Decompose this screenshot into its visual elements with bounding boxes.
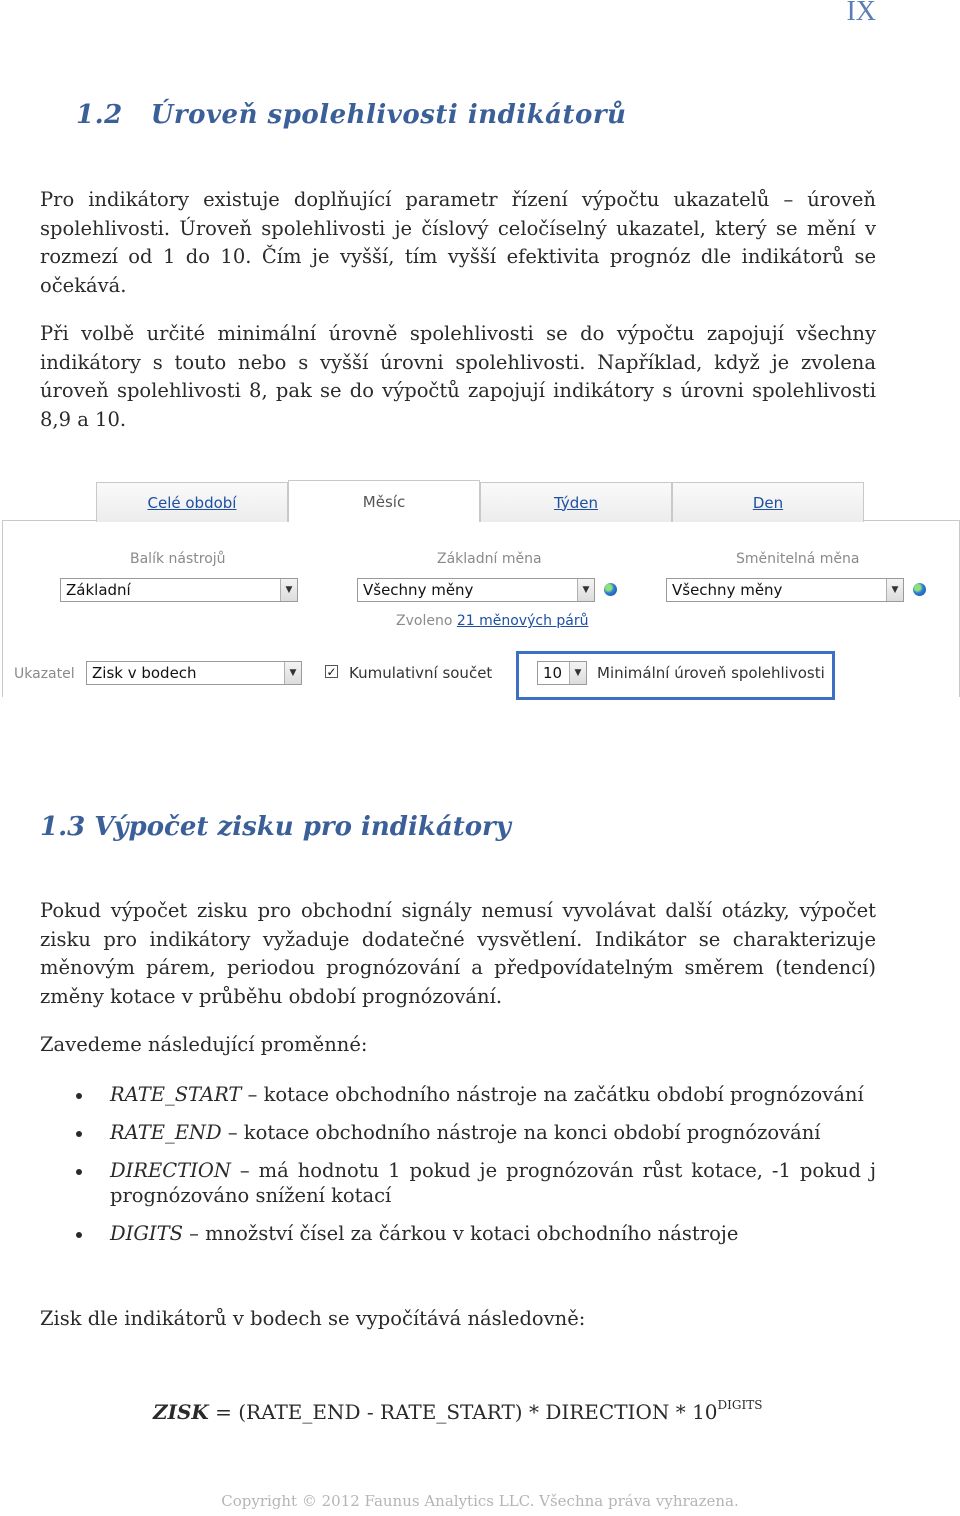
quote-currency-label: Směnitelná měna xyxy=(736,551,860,567)
variable-desc: – množství čísel za čárkou v kotaci obchodního nástroje xyxy=(182,1222,739,1245)
variable-desc: – má hodnotu 1 pokud je prognózován růst kotace, -1 pokud j prognózováno snížení kotací xyxy=(110,1159,876,1207)
copyright-footer: Copyright © 2012 Faunus Analytics LLC. Všechna práva vyhrazena. xyxy=(221,1492,739,1510)
tab-month[interactable]: Měsíc xyxy=(288,480,480,522)
tab-whole-period[interactable]: Celé období xyxy=(96,482,288,522)
variable-desc: – kotace obchodního nástroje na začátku období prognózování xyxy=(241,1083,864,1106)
formula-exponent: DIGITS xyxy=(717,1398,763,1412)
variable-text xyxy=(110,1221,876,1246)
paragraph-formula-intro: Zisk dle indikátorů v bodech se vypočítává následovně: xyxy=(40,1307,586,1330)
section-title: Výpočet zisku pro indikátory xyxy=(94,812,511,842)
reliability-label: Minimální úroveň spolehlivosti xyxy=(597,664,825,682)
toolset-select-value: Základní xyxy=(66,581,131,599)
chevron-down-icon[interactable]: ▼ xyxy=(569,662,586,684)
reliability-select[interactable] xyxy=(537,661,587,685)
selected-pairs-note xyxy=(396,613,588,629)
globe-icon[interactable] xyxy=(913,583,926,596)
chevron-down-icon[interactable]: ▼ xyxy=(284,662,301,684)
chevron-down-icon[interactable]: ▼ xyxy=(886,579,903,601)
variable-text xyxy=(110,1082,876,1107)
quote-currency-select[interactable] xyxy=(666,578,904,602)
formula-rhs: = (RATE_END - RATE_START) * DIRECTION * 10 xyxy=(208,1400,718,1424)
profit-formula xyxy=(153,1398,762,1424)
quote-currency-select-value: Všechny měny xyxy=(672,581,783,599)
globe-icon[interactable] xyxy=(604,583,617,596)
selected-pairs-prefix: Zvoleno xyxy=(396,613,457,629)
variable-name: DIGITS xyxy=(110,1222,183,1245)
section-heading-1-2 xyxy=(76,100,626,130)
indicator-select[interactable] xyxy=(86,661,302,685)
selected-pairs-link[interactable]: 21 měnových párů xyxy=(456,613,589,629)
tab-day[interactable]: Den xyxy=(672,482,864,522)
bullet-icon xyxy=(76,1131,82,1137)
paragraph-variables-intro: Zavedeme následující proměnné: xyxy=(40,1033,368,1056)
section-number: 1.3 xyxy=(40,812,86,842)
tab-week[interactable]: Týden xyxy=(480,482,672,522)
variable-text xyxy=(110,1158,876,1208)
paragraph-reliability-intro: Pro indikátory existuje doplňující parametr řízení výpočtu ukazatelů – úroveň spolehlivosti. Úroveň spolehlivosti je číslový celočíselný ukazatel, který se mění v rozmezí od 1 do 10. Čím je vyšší, tím vyšší efektivita prognóz dle indikátorů se očekává. xyxy=(40,188,876,297)
reliability-select-value: 10 xyxy=(543,664,563,682)
cumulative-checkbox[interactable]: ✓ xyxy=(326,665,337,679)
period-tabs xyxy=(96,480,864,520)
indicator-settings-screenshot xyxy=(0,480,960,700)
variable-name: DIRECTION xyxy=(110,1159,231,1182)
indicator-label: Ukazatel xyxy=(14,666,75,682)
cumulative-label: Kumulativní součet xyxy=(349,664,493,682)
variable-name: RATE_END xyxy=(110,1121,222,1144)
variable-desc: – kotace obchodního nástroje na konci období prognózování xyxy=(221,1121,821,1144)
bullet-icon xyxy=(76,1169,82,1175)
bullet-icon xyxy=(76,1093,82,1099)
toolset-label: Balík nástrojů xyxy=(130,551,226,567)
variable-text xyxy=(110,1120,876,1145)
paragraph-reliability-detail: Při volbě určité minimální úrovně spolehlivosti se do výpočtu zapojují všechny indikátory s touto nebo s vyšší úrovni spolehlivosti. Například, když je zvolena úroveň spolehlivosti 8, pak se do výpočtů zapojují indikátory s úrovni spolehlivosti 8,9 a 10. xyxy=(40,322,876,431)
base-currency-label: Základní měna xyxy=(437,551,542,567)
toolset-select[interactable] xyxy=(60,578,298,602)
paragraph-profit-intro: Pokud výpočet zisku pro obchodní signály nemusí vyvolávat další otázky, výpočet zisku pro indikátory vyžaduje dodatečné vysvětlení. Indikátor se charakterizuje měnovým párem, periodou prognózování a předpovídatelným směrem (tendencí) změny kotace v průběhu období prognózování. xyxy=(40,899,876,1008)
chevron-down-icon[interactable]: ▼ xyxy=(577,579,594,601)
formula-lhs: ZISK xyxy=(153,1400,209,1424)
indicator-select-value: Zisk v bodech xyxy=(92,664,197,682)
variable-name: RATE_START xyxy=(110,1083,242,1106)
bullet-icon xyxy=(76,1232,82,1238)
base-currency-select[interactable] xyxy=(357,578,595,602)
section-heading-1-3 xyxy=(40,812,511,842)
page-number: IX xyxy=(846,0,876,27)
chevron-down-icon[interactable]: ▼ xyxy=(280,579,297,601)
section-number: 1.2 xyxy=(76,100,123,130)
base-currency-select-value: Všechny měny xyxy=(363,581,474,599)
section-title: Úroveň spolehlivosti indikátorů xyxy=(150,100,627,130)
